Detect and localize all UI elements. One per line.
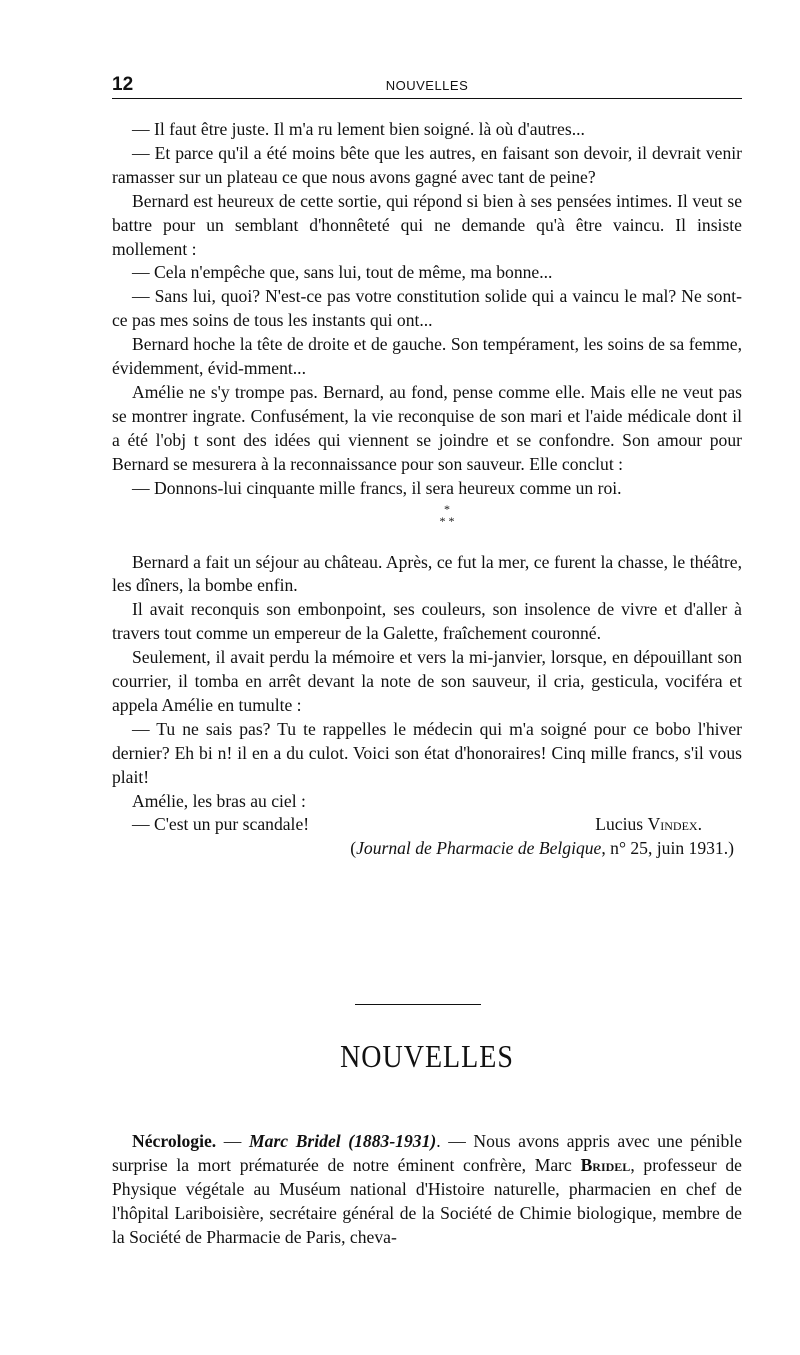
paragraph: — Tu ne sais pas? Tu te rappelles le médecin qui m'a soigné pour ce bobo l'hiver dernier? Eh bi n! il en a du culot. Voici son état d'honoraires! Cinq mille francs, s'il vous plait! [112, 718, 742, 787]
paragraph: — Et parce qu'il a été moins bête que les autres, en faisant son devoir, il devrait venir ramasser sur un plateau ce que nous avons gagné avec tant de peine? [112, 142, 742, 187]
news-section [112, 1130, 742, 1250]
final-quote: — C'est un pur scandale! [132, 814, 310, 835]
person-name-caps: Bridel [580, 1154, 631, 1175]
source-citation [112, 837, 742, 861]
paragraph: — Cela n'empêche que, sans lui, tout de même, ma bonne... [132, 262, 553, 283]
closing-line [112, 813, 742, 837]
source-open: ( [350, 838, 357, 859]
paragraph: Bernard a fait un séjour au château. Après, ce fut la mer, ce furent la chasse, le théâtre, les dîners, la bombe enfin. [112, 551, 742, 596]
signature-last-name: Vindex. [647, 814, 702, 835]
asterism-top: * [444, 501, 450, 516]
paragraph: Il avait reconquis son embonpoint, ses couleurs, son insolence de vivre et d'aller à travers tout comme un empereur de la Galette, fraîchement couronné. [112, 599, 742, 644]
paragraph: — Donnons-lui cinquante mille francs, il sera heureux comme un roi. [132, 477, 622, 498]
paragraph: Amélie, les bras au ciel : [132, 790, 306, 811]
paragraph: — Sans lui, quoi? N'est-ce pas votre constitution solide qui a vaincu le mal? Ne sont-ce pas mes soins de tous les instants qui ont... [112, 286, 742, 331]
person-name: Marc Bridel [249, 1131, 341, 1151]
source-title: Journal de Pharmacie de Belgique [356, 838, 602, 859]
person-dates: (1883-1931) [348, 1131, 437, 1151]
heading-dash: — [216, 1131, 249, 1151]
obituary-paragraph [112, 1130, 742, 1250]
section-title: NOUVELLES [340, 1040, 514, 1075]
signature-first-name: Lucius [595, 814, 648, 835]
obituary-text-b: , professeur de Physique végétale au Muséum national d'Histoire naturelle, pharmacien en chef de l'hôpital Lariboisière, secrétaire général de la Société de Chimie biologique, membre de la Société de Pharmacie de Paris, cheva- [112, 1154, 742, 1247]
page-number: 12 [112, 74, 134, 95]
paragraph: — Il faut être juste. Il m'a ru lement bien soigné. là où d'autres... [132, 119, 585, 139]
story-text [112, 118, 742, 861]
source-details: , n° 25, juin 1931.) [601, 838, 734, 859]
section-divider [355, 1004, 481, 1005]
running-head-title: NOUVELLES [385, 78, 469, 93]
asterism-bottom: * * [439, 513, 455, 528]
news-heading: Nécrologie. [132, 1131, 217, 1151]
section-break-asterism [112, 503, 742, 527]
paragraph: Bernard hoche la tête de droite et de gauche. Son tempérament, les soins de sa femme, évidemment, évid-mment... [112, 334, 742, 379]
paragraph: Seulement, il avait perdu la mémoire et vers la mi-janvier, lorsque, en dépouillant son courrier, il tomba en arrêt devant la note de son sauveur, il cria, gesticula, vociféra et appela Amélie en tumulte : [112, 647, 742, 715]
paragraph: Bernard est heureux de cette sortie, qui répond si bien à ses pensées intimes. Il veut se battre pour un semblant d'honnêteté qui ne demande qu'à être vaincu. Il insiste mollement : [112, 190, 742, 259]
obituary-text-a: . — Nous avons appris avec une pénible surprise la mort prématurée de notre éminent confrère, Marc [112, 1131, 743, 1175]
running-head [112, 74, 742, 99]
paragraph: Amélie ne s'y trompe pas. Bernard, au fond, pense comme elle. Mais elle ne veut pas se montrer ingrate. Confusément, la vie reconquise de son mari et l'aide médicale dont il a été l'obj t sont des idées qui viennent se joindre et se confondre. Son amour pour Bernard se mesurera à la reconnaissance pour son sauveur. Elle conclut : [112, 381, 742, 474]
author-signature [595, 813, 702, 837]
